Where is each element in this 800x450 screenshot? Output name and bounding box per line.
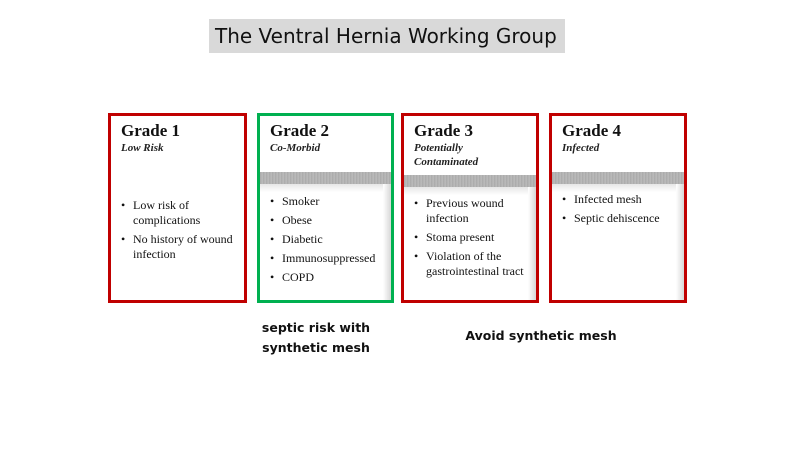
list-item: • Infected mesh bbox=[562, 192, 642, 206]
list-item: • Obese bbox=[270, 213, 312, 227]
list-item: • Stoma present bbox=[414, 230, 495, 244]
grade-3-4-note: Avoid synthetic mesh bbox=[465, 328, 617, 343]
grade-4-list bbox=[562, 192, 676, 230]
grade-2-note: septic risk with synthetic mesh bbox=[261, 320, 371, 355]
list-item: • Septic dehiscence bbox=[562, 211, 660, 225]
grade-4-header bbox=[552, 116, 684, 174]
list-item: • Immunosuppressed bbox=[270, 251, 376, 265]
grade-1-list bbox=[121, 198, 236, 266]
grade-3-card bbox=[401, 113, 539, 303]
grade-4-card bbox=[549, 113, 687, 303]
grade-3-header bbox=[404, 116, 536, 174]
bullet-icon: • bbox=[270, 213, 275, 227]
grade-2-divider-band bbox=[260, 172, 391, 184]
grade-4-title: Grade 4 bbox=[562, 121, 622, 140]
list-item: • Diabetic bbox=[270, 232, 323, 246]
bullet-icon: • bbox=[562, 211, 567, 225]
grade-2-title: Grade 2 bbox=[270, 121, 330, 140]
grade-2-header bbox=[260, 116, 391, 174]
bullet-icon: • bbox=[414, 196, 419, 210]
bullet-icon: • bbox=[121, 232, 126, 246]
grade-3-list bbox=[414, 196, 528, 283]
list-item: • COPD bbox=[270, 270, 315, 284]
grade-4-subtitle: Infected bbox=[562, 142, 600, 154]
grade-4-divider-band bbox=[552, 172, 684, 184]
bullet-icon: • bbox=[414, 249, 419, 263]
grade-1-card bbox=[108, 113, 247, 303]
list-item: • Low risk of complications bbox=[121, 198, 201, 227]
page-title: The Ventral Hernia Working Group bbox=[209, 19, 565, 53]
bullet-icon: • bbox=[270, 270, 275, 284]
grade-2-list bbox=[270, 194, 383, 289]
bullet-icon: • bbox=[270, 232, 275, 246]
bullet-icon: • bbox=[562, 192, 567, 206]
list-item: • No history of wound infection bbox=[121, 232, 233, 261]
grade-2-card bbox=[257, 113, 394, 303]
list-item: • Violation of the gastrointestinal tract bbox=[414, 249, 524, 278]
bullet-icon: • bbox=[414, 230, 419, 244]
grade-3-subtitle: Potentially Contaminated bbox=[414, 142, 479, 168]
grade-3-title: Grade 3 bbox=[414, 121, 474, 140]
bullet-icon: • bbox=[270, 251, 275, 265]
bullet-icon: • bbox=[270, 194, 275, 208]
grade-3-divider-band bbox=[404, 175, 536, 187]
list-item: • Previous wound infection bbox=[414, 196, 504, 225]
bullet-icon: • bbox=[121, 198, 126, 212]
grade-1-title: Grade 1 bbox=[121, 121, 181, 140]
grade-1-header bbox=[111, 116, 244, 174]
grade-1-subtitle: Low Risk bbox=[121, 142, 164, 154]
grade-2-subtitle: Co-Morbid bbox=[270, 142, 321, 154]
list-item: • Smoker bbox=[270, 194, 320, 208]
